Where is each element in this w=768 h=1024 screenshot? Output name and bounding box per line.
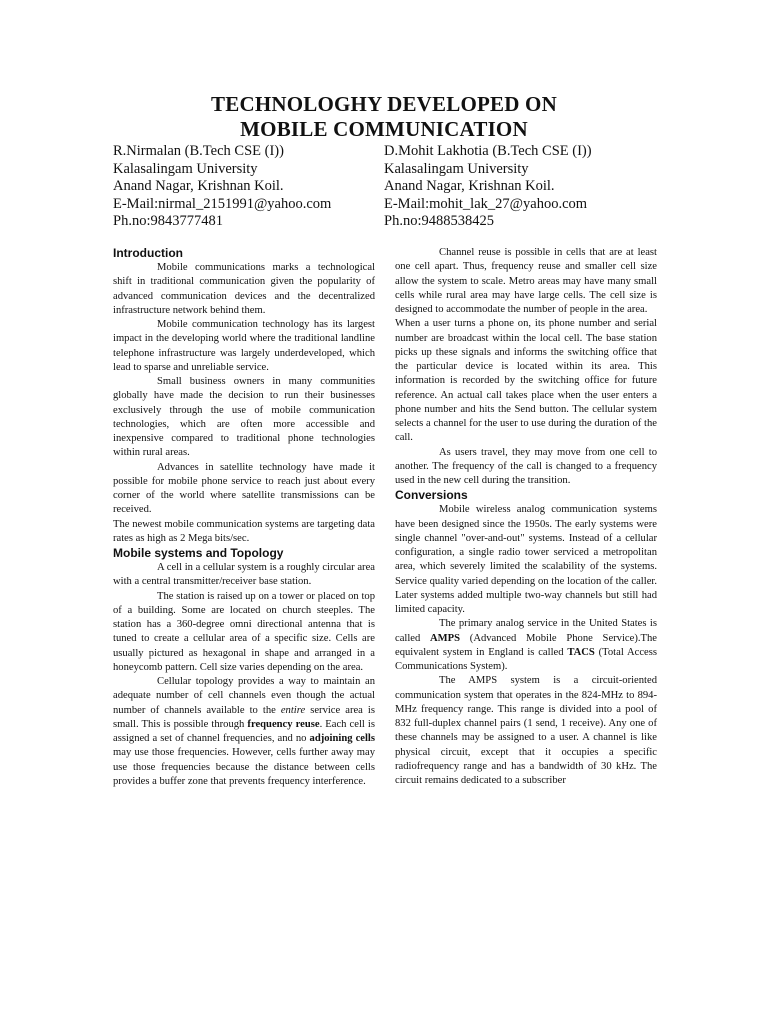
paragraph bbox=[395, 617, 657, 674]
term-frequency-reuse: frequency reuse bbox=[247, 718, 320, 730]
author-address: Anand Nagar, Krishnan Koil. bbox=[384, 178, 555, 195]
paragraph: The AMPS system is a circuit-oriented communication system that operates in the 824-MHz to 894-MHz frequency range. This range is divided into a pool of 832 full-duplex channel pairs (1 send, 1 receive). Any one of these channels may be assigned to a user. A channel is like physical circuit, except that it occupies a specific radiofrequency range and has a bandwidth of 30 kHz. The circuit remains dedicated to a subscriber bbox=[395, 675, 657, 786]
author-email: E-Mail:mohit_lak_27@yahoo.com bbox=[384, 195, 588, 212]
author-name: R.Nirmalan (B.Tech CSE (I)) bbox=[113, 143, 284, 159]
author-name: D.Mohit Lakhotia (B.Tech CSE (I)) bbox=[384, 143, 592, 159]
paragraph: The newest mobile communication systems are targeting data rates as high as 2 Mega bits/sec. bbox=[113, 518, 375, 544]
paper-title bbox=[0, 92, 768, 142]
term-amps: AMPS bbox=[430, 632, 461, 644]
paragraph: When a user turns a phone on, its phone number and serial number are broadcast within the local cell. The base station picks up these signals and informs the switching office that the particular device is located within its area. This information is recorded by the switching office for future reference. An actual call takes place when the user enters a phone number and hits the Send button. The cellular system selects a channel for the user to use during the duration of the call. bbox=[395, 318, 657, 444]
paragraph bbox=[113, 675, 375, 789]
text-run: (Advanced Mobile Phone Service).The equivalent system in England is called bbox=[395, 632, 657, 658]
paragraph: Mobile communications marks a technological shift in traditional communication given the popularity of advanced communication devices and the decentralized infrastructure network behind them. bbox=[113, 262, 375, 316]
emphasis-entire: entire bbox=[280, 704, 306, 716]
title-line-1: TECHNOLOGHY DEVELOPED ON bbox=[211, 92, 557, 116]
author-block-2 bbox=[384, 143, 592, 231]
right-column bbox=[395, 246, 657, 788]
paragraph: Advances in satellite technology have made it possible for mobile phone service to reach just about every corner of the world where satellite transmissions can be received. bbox=[113, 461, 375, 516]
text-run: service area is small. This is possible through bbox=[113, 704, 375, 730]
paragraph: A cell in a cellular system is a roughly circular area with a central transmitter/receiver base station. bbox=[113, 562, 375, 588]
paragraph: As users travel, they may move from one cell to another. The frequency of the call is changed to a frequency used in the new cell during the transition. bbox=[395, 446, 657, 486]
term-tacs: TACS bbox=[567, 646, 595, 658]
section-heading-topology: Mobile systems and Topology bbox=[113, 546, 284, 560]
author-university: Kalasalingam University bbox=[384, 160, 529, 177]
paragraph: Mobile communication technology has its largest impact in the developing world where the traditional landline telephone infrastructure was largely underdeveloped, which lead to sparse and unreliable service. bbox=[113, 319, 375, 373]
text-run: may use those frequencies. However, cells further away may use those frequencies because the distance between cells provides a buffer zone that prevents frequency interference. bbox=[113, 747, 375, 787]
paragraph: Mobile wireless analog communication systems have been designed since the 1950s. The early systems were single channel "over-and-out" systems. Instead of a cellular configuration, a single radio tower serviced a metropolitan area, which severely limited the scalability of the systems. Service quality varied depending on the location of the caller. Later systems added multiple two-way channels but still had limited capacity. bbox=[395, 504, 657, 615]
author-phone: Ph.no:9488538425 bbox=[384, 213, 494, 230]
paragraph: Small business owners in many communities globally have made the decision to run their businesses exclusively through the use of mobile communication technologies, which are often more accessible and inexpensive compared to traditional phone technologies within rural areas. bbox=[113, 376, 375, 459]
author-phone: Ph.no:9843777481 bbox=[113, 213, 223, 230]
text-run: The primary analog service in the United States is called bbox=[395, 618, 657, 644]
section-heading-introduction: Introduction bbox=[113, 246, 183, 260]
paragraph: The station is raised up on a tower or placed on top of a building. Some are located on church steeples. The station has a 360-degree omni directional antenna that is tuned to create a cellular area of a specific size. Cells are usually pictured as hexagonal in shape and arranged in a honeycomb pattern. Cell size varies depending on the area. bbox=[113, 590, 375, 673]
left-column bbox=[113, 246, 375, 789]
text-run: Cellular topology provides a way to maintain an adequate number of cell channels even though the actual number of channels available to the bbox=[113, 676, 375, 716]
author-university: Kalasalingam University bbox=[113, 160, 258, 177]
text-run: (Total Access Communications System). bbox=[395, 646, 657, 672]
author-email: E-Mail:nirmal_2151991@yahoo.com bbox=[113, 195, 332, 212]
section-heading-conversions: Conversions bbox=[395, 488, 468, 503]
author-block-1 bbox=[113, 143, 331, 231]
term-adjoining-cells: adjoining cells bbox=[309, 733, 375, 744]
paragraph: Channel reuse is possible in cells that are at least one cell apart. Thus, frequency reuse and smaller cell size allow the system to scale. Metro areas may have many small cells while rural area may have large cells. The cell size is designed to accommodate the number of people in the area. bbox=[395, 247, 657, 315]
title-line-2: MOBILE COMMUNICATION bbox=[240, 117, 528, 141]
text-run: . Each cell is assigned a set of channel frequencies, and no bbox=[113, 718, 375, 744]
author-address: Anand Nagar, Krishnan Koil. bbox=[113, 178, 284, 195]
